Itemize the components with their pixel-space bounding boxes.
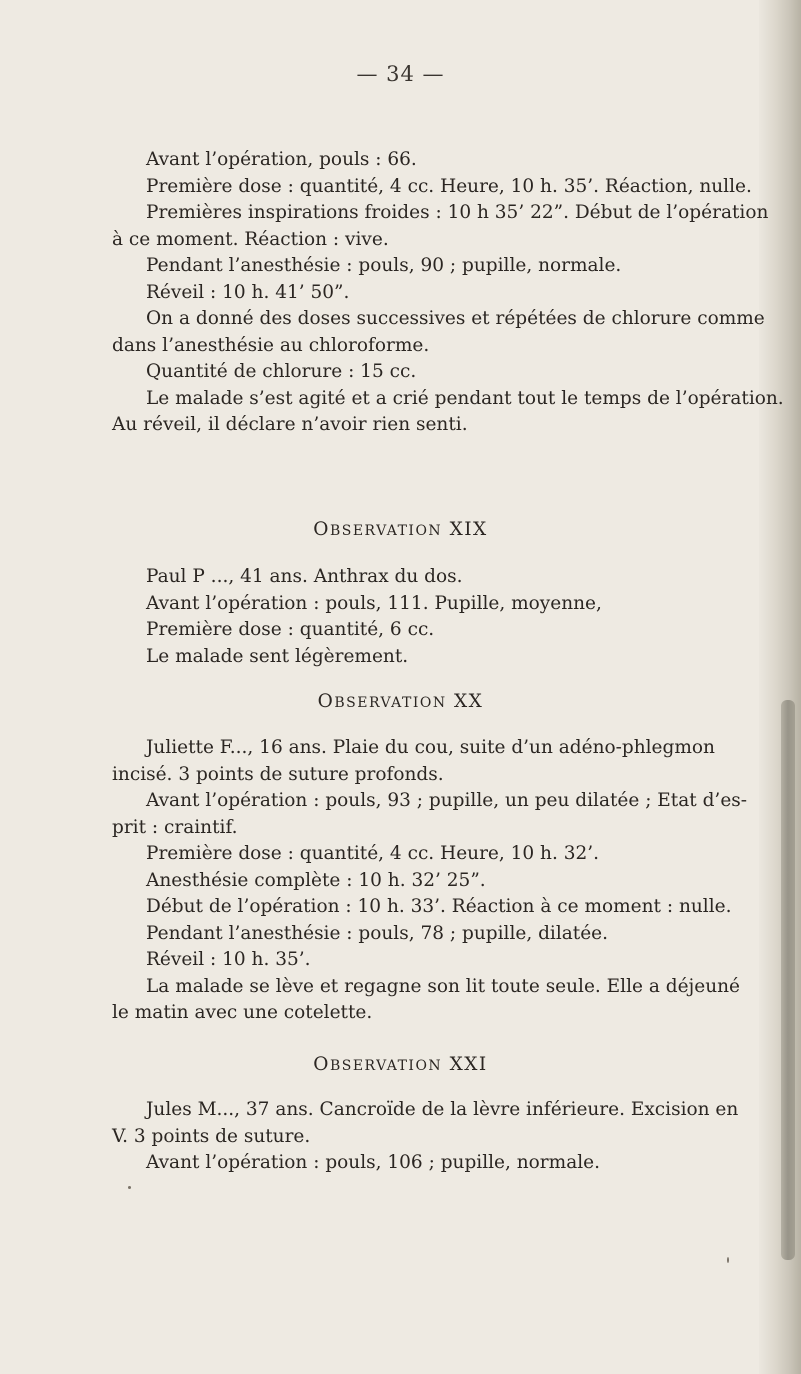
heading-initial: O	[313, 519, 330, 540]
heading-observation-xx	[0, 691, 801, 712]
text-line: Avant l’opération : pouls, 111. Pupille, moyenne,	[146, 592, 602, 614]
text-line: Réveil : 10 h. 41’ 50”.	[146, 281, 350, 303]
text-line: Juliette F..., 16 ans. Plaie du cou, suite d’un adéno-phlegmon	[146, 737, 715, 758]
text-line: prit : craintif.	[112, 816, 238, 838]
ink-speck	[727, 1257, 729, 1263]
text-line: Première dose : quantité, 4 cc. Heure, 10 h. 35’. Réaction, nulle.	[146, 175, 752, 197]
heading-smallcaps: BSERVATION	[329, 1058, 443, 1074]
paragraph-observation-xviii-continued	[112, 147, 784, 439]
text-line: Quantité de chlorure : 15 cc.	[146, 361, 417, 382]
text-line: Début de l’opération : 10 h. 33’. Réaction à ce moment : nulle.	[146, 896, 732, 917]
text-line: Jules M..., 37 ans. Cancroïde de la lèvre inférieure. Excision en	[146, 1099, 739, 1120]
heading-smallcaps: BSERVATION	[329, 523, 443, 539]
text-line: Première dose : quantité, 4 cc. Heure, 10 h. 32’.	[146, 843, 600, 864]
text-line: le matin avec une cotelette.	[112, 1002, 373, 1023]
heading-numeral: XXI	[449, 1054, 488, 1075]
text-line: incisé. 3 points de suture profonds.	[112, 763, 444, 785]
text-line: Réveil : 10 h. 35’.	[146, 949, 311, 970]
text-line: Pendant l’anesthésie : pouls, 78 ; pupille, dilatée.	[146, 922, 608, 944]
text-line: La malade se lève et regagne son lit toute seule. Elle a déjeuné	[146, 975, 741, 997]
page-number: — 34 —	[356, 62, 445, 86]
text-line: Avant l’opération : pouls, 106 ; pupille, normale.	[146, 1152, 600, 1173]
heading-initial: O	[313, 1054, 330, 1075]
text-line: On a donné des doses successives et répétées de chlorure comme	[146, 308, 765, 329]
text-line: Le malade s’est agité et a crié pendant tout le temps de l’opération.	[146, 387, 784, 409]
heading-initial: O	[317, 691, 335, 712]
text-line: V. 3 points de suture.	[112, 1125, 311, 1147]
text-line: Le malade sent légèrement.	[146, 645, 409, 667]
heading-numeral: XIX	[449, 519, 488, 540]
ink-speck	[128, 1186, 131, 1189]
text-line: Avant l’opération, pouls : 66.	[146, 149, 417, 170]
text-line: Paul P ..., 41 ans. Anthrax du dos.	[146, 566, 463, 587]
text-line: Premières inspirations froides : 10 h 35’ 22”. Début de l’opération	[146, 202, 769, 223]
text-line: à ce moment. Réaction : vive.	[112, 228, 389, 250]
text-line: Au réveil, il déclare n’avoir rien senti.	[112, 414, 468, 435]
text-line: Avant l’opération : pouls, 93 ; pupille, un peu dilatée ; Etat d’es-	[146, 790, 748, 811]
heading-smallcaps: BSERVATION	[334, 695, 447, 711]
text-line: dans l’anesthésie au chloroforme.	[112, 334, 430, 356]
heading-observation-xix	[0, 519, 801, 540]
text-line: Première dose : quantité, 6 cc.	[146, 619, 435, 640]
page-edge-binding	[781, 700, 795, 1260]
heading-observation-xxi	[0, 1054, 801, 1075]
paragraph-observation-xxi	[112, 1097, 758, 1177]
paragraph-observation-xix	[112, 564, 758, 670]
text-line: Anesthésie complète : 10 h. 32’ 25”.	[146, 869, 486, 891]
paragraph-observation-xx	[112, 735, 758, 1027]
heading-numeral: XX	[453, 691, 484, 712]
text-line: Pendant l’anesthésie : pouls, 90 ; pupille, normale.	[146, 255, 622, 276]
